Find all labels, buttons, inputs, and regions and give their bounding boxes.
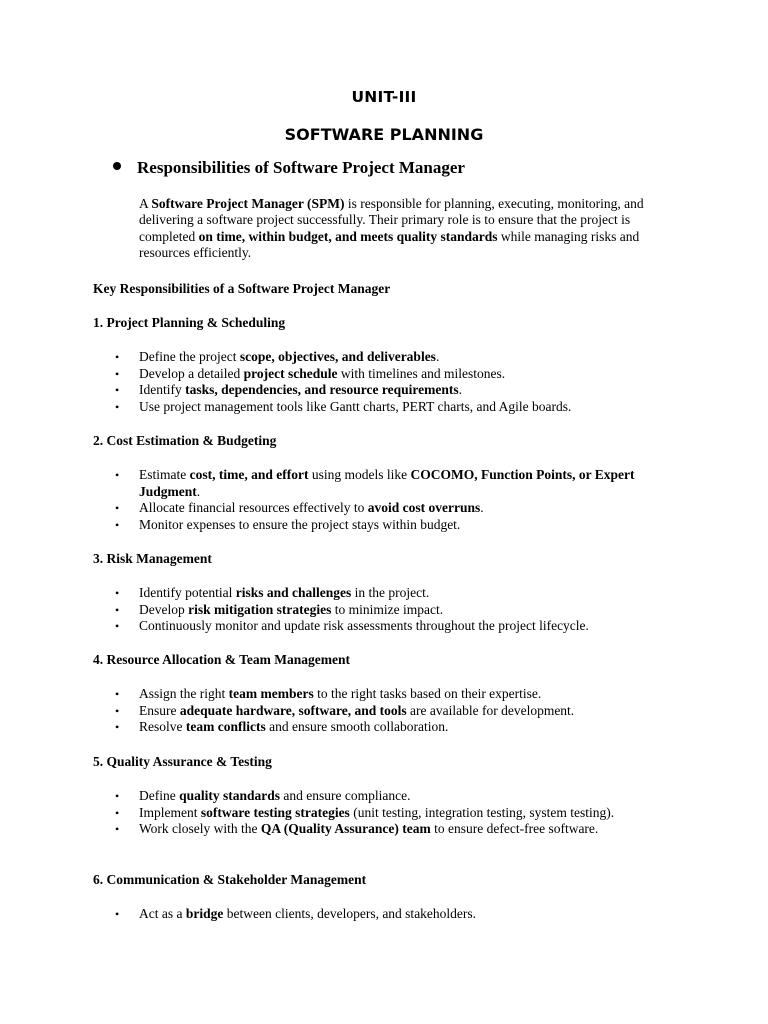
section-title: 6. Communication & Stakeholder Management <box>93 872 367 887</box>
bullet-icon: • <box>115 468 120 482</box>
bullet-icon: • <box>115 822 120 836</box>
bullet-list <box>93 686 693 736</box>
section-risk <box>93 551 693 635</box>
list-item: • Assign the right team members to the right tasks based on their expertise. <box>115 686 542 701</box>
section-title: 3. Risk Management <box>93 551 212 566</box>
section-resources <box>93 652 693 736</box>
intro-text: while managing risks and resources efficiently. <box>139 228 640 260</box>
bullet-icon: • <box>115 907 120 921</box>
bullet-icon <box>113 162 121 170</box>
intro-paragraph <box>139 196 679 261</box>
bullet-icon: • <box>115 703 120 718</box>
list-item: • Estimate cost, time, and effort using models like COCOMO, Function Points, or Expert Judgment. <box>115 467 635 499</box>
bullet-icon: • <box>115 399 120 414</box>
bullet-icon: • <box>115 619 120 633</box>
list-item: • Monitor expenses to ensure the project stays within budget. <box>115 516 461 532</box>
section-title: 4. Resource Allocation & Team Management <box>93 652 350 667</box>
bullet-icon: • <box>115 517 120 532</box>
topic-title: Responsibilities of Software Project Manager <box>137 158 465 177</box>
list-item: • Develop a detailed project schedule with timelines and milestones. <box>115 365 506 381</box>
section-communication <box>93 872 693 923</box>
bullet-icon: • <box>115 720 120 734</box>
bullet-icon: • <box>115 789 120 803</box>
section-title: 5. Quality Assurance & Testing <box>93 754 272 769</box>
bullet-list <box>93 906 693 923</box>
bullet-icon: • <box>115 805 120 820</box>
list-item: • Identify tasks, dependencies, and resource requirements. <box>115 382 463 397</box>
section-title: 2. Cost Estimation & Budgeting <box>93 433 277 448</box>
section-title: 1. Project Planning & Scheduling <box>93 315 286 330</box>
bullet-icon: • <box>115 350 120 364</box>
bullet-icon: • <box>115 687 120 701</box>
bullet-icon: • <box>115 602 120 617</box>
bullet-list <box>93 788 693 838</box>
list-item: • Continuously monitor and update risk assessments throughout the project lifecycle. <box>115 618 589 633</box>
list-item: • Develop risk mitigation strategies to minimize impact. <box>115 601 444 617</box>
list-item: • Act as a bridge between clients, developers, and stakeholders. <box>115 906 477 921</box>
section-cost <box>93 433 693 533</box>
list-item: • Resolve team conflicts and ensure smooth collaboration. <box>115 719 449 734</box>
list-item: • Ensure adequate hardware, software, and tools are available for development. <box>115 702 575 718</box>
intro-text: is responsible for planning, executing, monitoring, and delivering a software project successfully. Their primary role is to ensure that the project is completed <box>139 196 644 244</box>
bullet-icon: • <box>115 501 120 515</box>
intro-bold: Software Project Manager (SPM) <box>151 196 345 211</box>
bullet-list <box>93 585 693 635</box>
bullet-list <box>93 467 693 533</box>
list-item: • Work closely with the QA (Quality Assurance) team to ensure defect-free software. <box>115 821 599 836</box>
unit-heading: UNIT-III <box>351 88 417 106</box>
chapter-heading: SOFTWARE PLANNING <box>284 125 484 144</box>
list-item: • Identify potential risks and challenges in the project. <box>115 585 430 600</box>
section-quality <box>93 754 693 838</box>
topic-heading <box>113 158 465 178</box>
list-item: • Implement software testing strategies (unit testing, integration testing, system testing). <box>115 804 615 820</box>
list-item: • Define the project scope, objectives, and deliverables. <box>115 349 440 364</box>
intro-bold: on time, within budget, and meets quality standards <box>198 228 498 244</box>
bullet-list <box>93 349 693 415</box>
key-responsibilities-heading: Key Responsibilities of a Software Project Manager <box>93 281 391 296</box>
bullet-icon: • <box>115 366 120 381</box>
bullet-icon: • <box>115 586 120 600</box>
section-planning <box>93 315 693 415</box>
list-item: • Define quality standards and ensure compliance. <box>115 788 411 803</box>
intro-text: A <box>139 196 152 211</box>
list-item: • Use project management tools like Gantt charts, PERT charts, and Agile boards. <box>115 398 572 414</box>
bullet-icon: • <box>115 383 120 397</box>
list-item: • Allocate financial resources effectively to avoid cost overruns. <box>115 500 484 515</box>
